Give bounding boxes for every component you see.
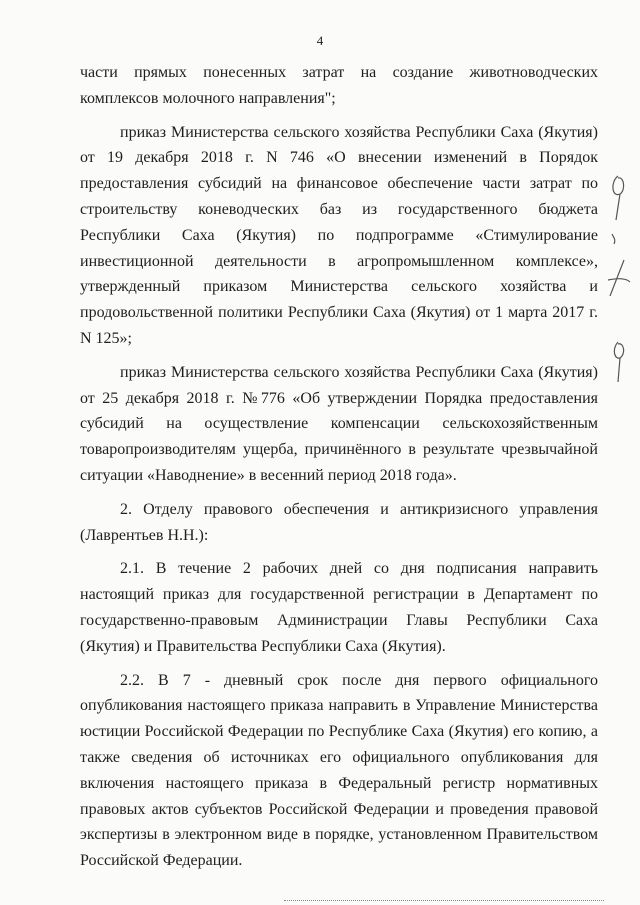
document-body — [80, 60, 598, 874]
paragraph-order-746: приказ Министерства сельского хозяйства Республики Саха (Якутия) от 19 декабря 2018 г. N 746 «О внесении изменений в Порядок предоставления субсидий на финансовое обеспечение части затрат по строительству коневодческих баз из государственного бюджета Республики Саха (Якутия) по подпрограмме «Стимулирование инвестиционной деятельности в агропромышленном комплексе», утвержденный приказом Министерства сельского хозяйства и продовольственной политики Республики Саха (Якутия) от 1 марта 2017 г. N 125»; — [80, 123, 598, 347]
margin-handwriting-mark-2 — [608, 338, 634, 388]
paragraph-continuation: части прямых понесенных затрат на создание животноводческих комплексов молочного направления"; — [80, 64, 598, 107]
bottom-divider — [284, 900, 604, 901]
paragraph-item-2-1: 2.1. В течение 2 рабочих дней со дня подписания направить настоящий приказ для государственной регистрации в Департамент по государственно-правовым Администрации Главы Республики Саха (Якутия) и Правительства Республики Саха (Якутия). — [80, 560, 598, 655]
paragraph-order-776: приказ Министерства сельского хозяйства Республики Саха (Якутия) от 25 декабря 2018 г. №776 «Об утверждении Порядка предоставления субсидий на осуществление компенсации сельскохозяйственным товаропроизводителям ущерба, причинённого в результате чрезвычайной ситуации «Наводнение» в весенний период 2018 года». — [80, 363, 598, 484]
paragraph-item-2-2: 2.2. В 7 - дневный срок после дня первого официального опубликования настоящего приказа направить в Управление Министерства юстиции Российской Федерации по Республике Саха (Якутия) его копию, а также сведения об источниках его официального опубликования для включения настоящего приказа в Федеральный регистр нормативных правовых актов субъектов Российской Федерации и проведения правовой экспертизы в электронном виде в порядке, установленном Правительством Российской Федерации. — [80, 671, 598, 870]
margin-handwriting-mark-1 — [604, 168, 634, 318]
page-number: 4 — [316, 33, 324, 48]
paragraph-item-2: 2. Отделу правового обеспечения и антикризисного управления (Лаврентьев Н.Н.): — [80, 500, 598, 544]
